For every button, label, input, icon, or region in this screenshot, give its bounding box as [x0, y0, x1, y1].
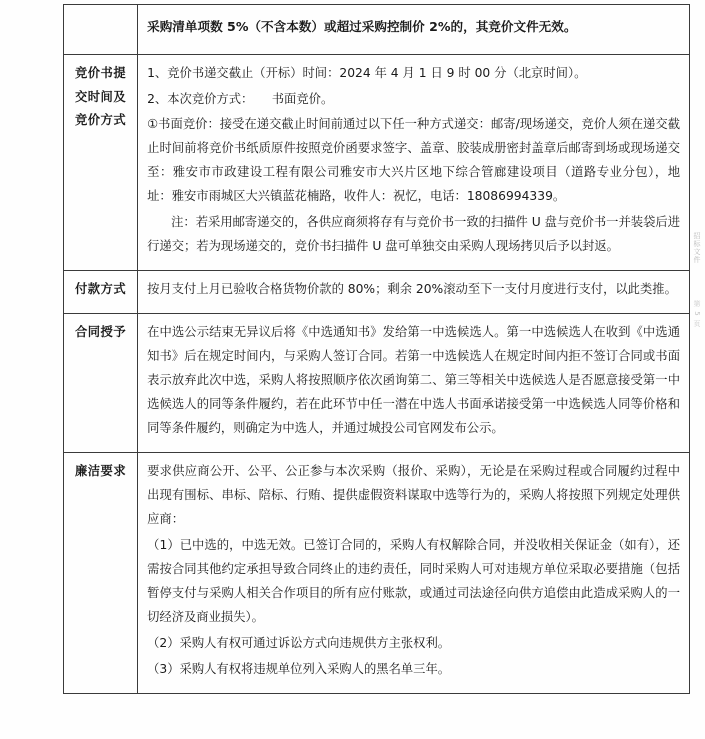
paragraph: （2）采购人有权可通过诉讼方式向违规供方主张权利。 — [147, 635, 451, 650]
margin-note-secondary: 第 5 页 — [693, 300, 701, 328]
paragraph: 2、本次竞价方式： 书面竞价。 — [147, 91, 334, 106]
row-label-contract-award: 合同授予 — [64, 314, 138, 453]
table-row — [64, 5, 690, 55]
table-row — [64, 271, 690, 314]
row-body-payment-method — [138, 271, 690, 314]
paragraph: 1、竞价书递交截止（开标）时间：2024 年 4 月 1 日 9 时 00 分（北京时间）。 — [147, 65, 587, 80]
table-row — [64, 314, 690, 453]
paragraph: （3）采购人有权将违规单位列入采购人的黑名单三年。 — [147, 661, 451, 676]
paragraph: ①书面竞价：接受在递交截止时间前通过以下任一种方式递交：邮寄/现场递交，竞价人须在递交截止时间前将竞价书纸质原件按照竞价函要求签字、盖章、胶装成册密封盖章后邮寄到场或现场递交至：雅安市市政建设工程有限公司雅安市大兴片区地下综合管廊建设项目（道路专业分包），地址：雅安市雨城区大兴镇蓝花楠路，收件人：祝忆，电话：18086994339。 — [147, 117, 680, 204]
row-label-bid-submission: 竞价书提交时间及竞价方式 — [64, 54, 138, 271]
paragraph: 要求供应商公开、公平、公正参与本次采购（报价、采购），无论是在采购过程或合同履约过程中出现有围标、串标、陪标、行贿、提供虚假资料谋取中选等行为的，采购人将按照下列规定处理供应商： — [147, 464, 680, 527]
margin-note-primary: 招标文件 — [693, 232, 701, 264]
paragraph: 采购清单项数 5%（不含本数）或超过采购控制价 2%的，其竞价文件无效。 — [147, 19, 577, 34]
table-row — [64, 54, 690, 271]
empty-label-cell — [64, 5, 138, 55]
paragraph: 按月支付上月已验收合格货物价款的 80%；剩余 20%滚动至下一支付月度进行支付，以此类推。 — [147, 282, 677, 297]
row-label-integrity-requirements: 廉洁要求 — [64, 453, 138, 694]
row-body-contract-award — [138, 314, 690, 453]
row-body-invalid-bid-rule — [138, 5, 690, 55]
paragraph-note: 注：若采用邮寄递交的，各供应商须将存有与竞价书一致的扫描件 U 盘与竞价书一并装袋后进行递交；若为现场递交的，竞价书扫描件 U 盘可单独交由采购人现场拷贝后予以封返。 — [147, 215, 680, 254]
paragraph: （1）已中选的，中选无效。已签订合同的，采购人有权解除合同，并没收相关保证金（如有），还需按合同其他约定承担导致合同终止的违约责任，同时采购人可对违规方单位采取必要措施（包括暂停支付与采购人相关合作项目的所有应付账款，或通过司法途径向供方追偿由此造成采购人的一切经济及商业损失）。 — [147, 538, 680, 624]
row-body-integrity-requirements — [138, 453, 690, 694]
row-label-payment-method: 付款方式 — [64, 271, 138, 314]
row-body-bid-submission — [138, 54, 690, 271]
table-row — [64, 453, 690, 694]
bid-terms-table — [63, 4, 690, 694]
paragraph: 在中选公示结束无异议后将《中选通知书》发给第一中选候选人。第一中选候选人在收到《中选通知书》后在规定时间内，与采购人签订合同。若第一中选候选人在规定时间内拒不签订合同或书面表示放弃此次中选，采购人将按照顺序依次函询第二、第三等相关中选候选人是否愿意接受第一中选候选人的同等条件履约，若在此环节中任一潜在中选人书面承诺接受第一中选候选人同等价格和同等条件履约，则确定为中选人，并通过城投公司官网发布公示。 — [147, 325, 680, 436]
